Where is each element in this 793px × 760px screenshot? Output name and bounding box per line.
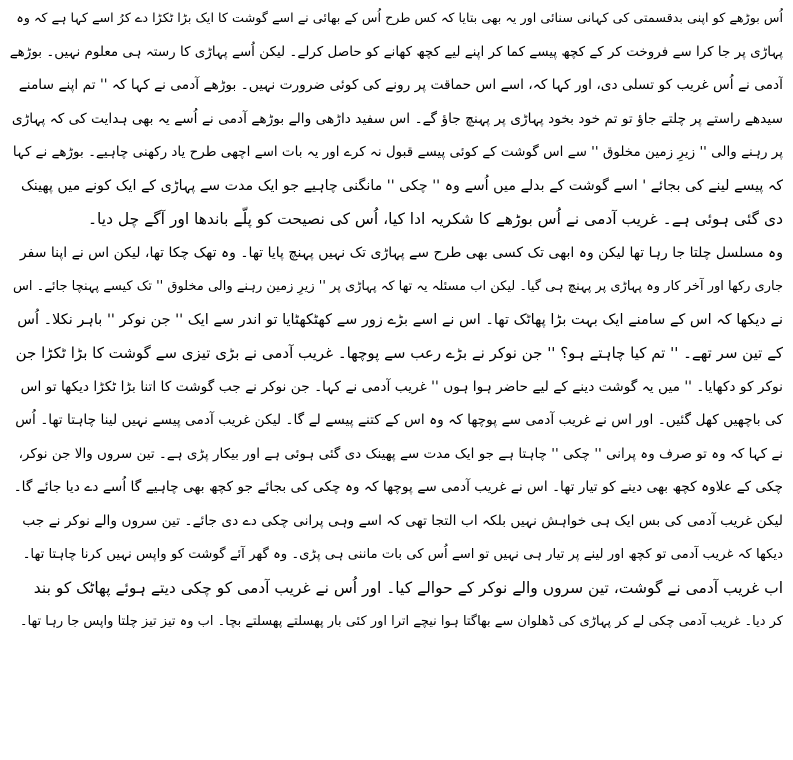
text-line: جاری رکھا اور آخر کار وہ پہاڑی پر پہنچ ہی گیا۔ لیکن اب مسئلہ یہ تھا کہ پہاڑی پر '' زیرِ زمین رہنے والی مخلوق '' تک کیسے پہنچا جائے۔ اس bbox=[13, 279, 783, 294]
text-line: پہاڑی پر جا کرا سے فروخت کر کے کچھ پیسے کما کر اپنے لیے کچھ کھانے کو حاصل کرلے۔ لیکن اُسے پہاڑی کا رستہ ہی معلوم نہیں۔ بوڑھے bbox=[10, 43, 783, 60]
text-line: پر رہنے والی '' زیرِ زمین مخلوق '' سے اس گوشت کے کوئی پیسے قبول نہ کرے اور یہ بات اسے اچھی طرح یاد رکھنی چاہیے۔ بوڑھے نے کہا bbox=[12, 144, 783, 160]
text-line: نوکر کو دکھایا۔ '' میں یہ گوشت دینے کے لیے حاضر ہوا ہوں '' غریب آدمی نے کہا۔ جن نوکر نے جب گوشت کا اتنا بڑا ٹکڑا دیکھا تو اس bbox=[20, 378, 783, 395]
text-line: وہ مسلسل چلتا جا رہا تھا لیکن وہ ابھی تک کسی بھی طرح سے پہاڑی تک نہیں پہنچ پایا تھا۔ وہ تھک چکا تھا، لیکن اس نے اپنا سفر bbox=[19, 244, 783, 261]
text-line: کے تین سر تھے۔ '' تم کیا چاہتے ہو؟ '' جن نوکر نے بڑے رعب سے پوچھا۔ غریب آدمی نے بڑی تیزی سے گوشت کا بڑا ٹکڑا جن bbox=[15, 344, 783, 362]
text-line: لیکن غریب آدمی کی بس ایک ہی خواہش نہیں بلکہ اب التجا تھی کہ اسے وہی پرانی چکی دے دی جائے۔ تین سروں والے نوکر نے جب bbox=[22, 512, 783, 529]
text-line: کی باچھیں کھل گئیں۔ اور اس نے غریب آدمی سے پوچھا کہ وہ اس کے کتنے پیسے لے گا۔ لیکن غریب آدمی پیسے نہیں لینا چاہتا تھا۔ اُس bbox=[15, 412, 783, 428]
text-line: کہ پیسے لینے کی بجائے ' اسے گوشت کے بدلے میں اُسے وہ '' چکی '' مانگنی چاہیے جو ایک مدت سے پہاڑی کے ایک کونے میں پھینک bbox=[21, 177, 783, 194]
text-line: کر دیا۔ غریب آدمی چکی لے کر پہاڑی کی ڈھلوان سے بھاگتا ہوا نیچے اترا اور کئی بار پھسلتے پھسلتے بچا۔ اب وہ تیز تیز چلتا واپس جا رہا تھا۔ bbox=[19, 614, 783, 629]
text-line: دی گئی ہوئی ہے۔ غریب آدمی نے اُس بوڑھے کا شکریہ ادا کیا، اُس کی نصیحت کو پلّے باندھا اور آگے چل دیا۔ bbox=[87, 210, 783, 228]
text-line: نے کہا کہ وہ تو صرف وہ پرانی '' چکی '' چاہتا ہے جو ایک مدت سے پھینک دی گئی ہوئی ہے اور بیکار پڑی ہے۔ تین سروں والا جن نوکر، bbox=[18, 445, 783, 462]
text-line: آدمی نے اُس غریب کو تسلی دی، اور کہا کہ، اسے اس حماقت پر رونے کی کوئی ضرورت نہیں۔ بوڑھے آدمی نے کہا کہ '' تم اپنے سامنے bbox=[18, 77, 783, 93]
text-line: چکی کے علاوہ کچھ بھی دینے کو تیار تھا۔ اس نے غریب آدمی سے پوچھا کہ وہ چکی کی بجائے جو کچھ بھی چاہیے گا اُسے دے دیا جائے گا۔ bbox=[13, 479, 783, 495]
text-line: نے دیکھا کہ اس کے سامنے ایک بہت بڑا پھاٹک تھا۔ اس نے اسے بڑے زور سے کھٹکھٹایا تو اندر سے ایک '' جن نوکر '' باہر نکلا۔ اُس bbox=[17, 311, 783, 328]
text-line: اُس بوڑھے کو اپنی بدقسمتی کی کہانی سنائی اور یہ بھی بتایا کہ کس طرح اُس کے بھائی نے اسے گوشت کا ایک بڑا ٹکڑا دے کرُ اسے کہا ہے کہ وہ bbox=[16, 11, 783, 26]
urdu-story-text bbox=[10, 2, 783, 639]
text-line: اب غریب آدمی نے گوشت، تین سروں والے نوکر کے حوالے کیا۔ اور اُس نے غریب آدمی کو چکی دیتے ہوئے پھاٹک کو بند bbox=[33, 578, 783, 597]
text-line: سیدھے راستے پر چلتے جاؤ تو تم خود بخود پہاڑی پر پہنچ جاؤ گے۔ اس سفید داڑھی والے بوڑھے آدمی نے اُسے یہ بھی ہدایت کی کہ پہاڑی bbox=[11, 110, 783, 127]
text-line: دیکھا کہ غریب آدمی تو کچھ اور لینے پر تیار ہی نہیں تو اسے اُس کی بات ماننی ہی پڑی۔ وہ گھر آئے گوشت کو واپس نہیں کرنا چاہتا تھا۔ bbox=[22, 547, 783, 562]
